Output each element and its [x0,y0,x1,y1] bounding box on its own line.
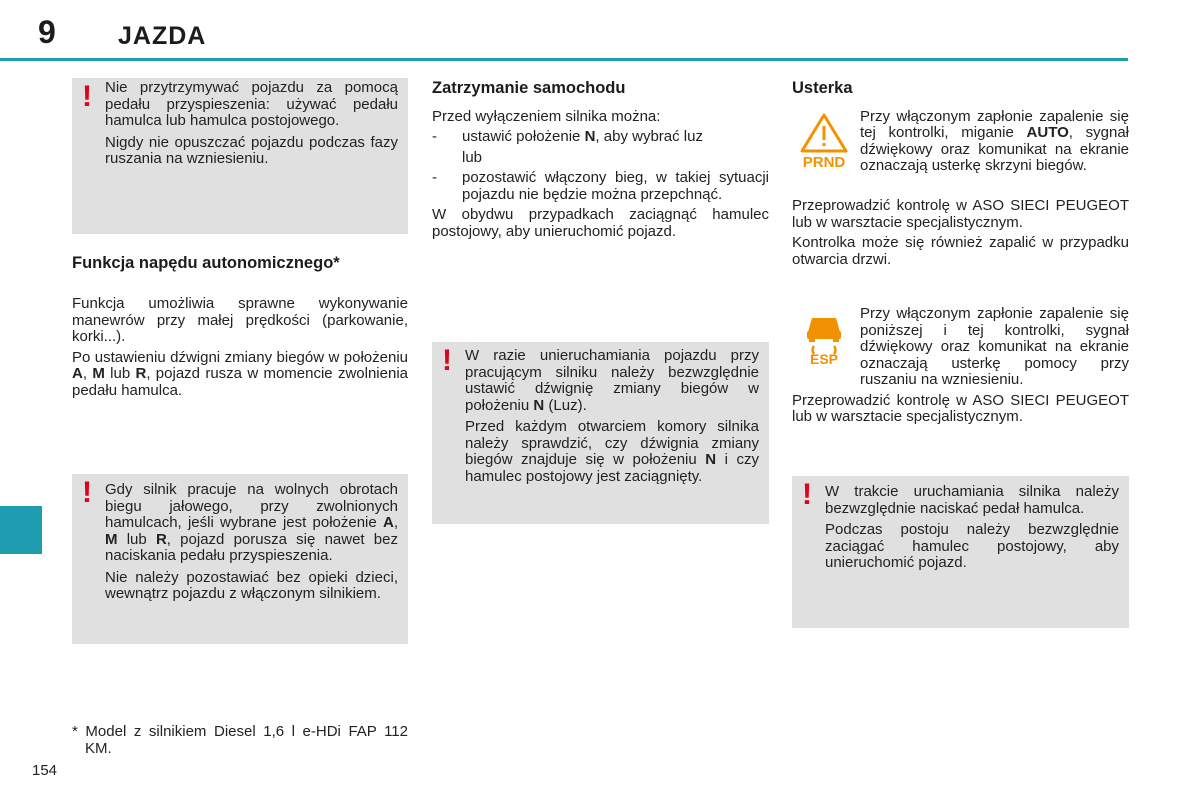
warning-text: W razie unieruchamiania pojazdu przy pracującym silniku należy bezwzględnie ustawić dźwignię zmiany biegów w położeniu N (Luz). [465,347,759,414]
warning-text: Nigdy nie opuszczać pojazdu podczas fazy ruszania na wzniesieniu. [105,133,398,167]
section-title: Funkcja napędu autonomicznego* [72,254,340,272]
chapter-title: JAZDA [118,22,207,50]
paragraph: Kontrolka może się również zapalić w przypadku otwarcia drzwi. [792,234,1129,268]
warning-text: W trakcie uruchamiania silnika należy bezwzględnie naciskać pedał hamulca. [825,483,1119,517]
option-list [432,129,769,203]
warning-text: Nie należy pozostawiać bez opieki dzieci, wewnątrz pojazdu z włączonym silnikiem. [105,568,398,602]
warning-text: Nie przytrzymywać pojazdu za pomocą pedału przyspieszenia: używać pedału hamulca lub hamulca postojowego. [105,79,398,129]
warning-box-starting-engine [792,476,1129,628]
prnd-warning-icon [796,111,852,169]
paragraph: Przy włączonym zapłonie zapalenie się tej kontrolki, miganie AUTO, sygnał dźwiękowy oraz komunikat na ekranie oznaczają usterkę skrzyni biegów. [860,107,1129,174]
prnd-label: PRND [802,153,846,169]
fault-section [792,80,1129,175]
footnote: * Model z silnikiem Diesel 1,6 l e-HDi FAP 112 KM. [72,723,408,757]
list-item-or: lub [462,148,483,166]
warning-box-hill-hold [72,78,408,234]
warning-text: Podczas postoju należy bezwzględnie zaciągać hamulec postojowy, aby unieruchomić pojazd. [825,521,1119,571]
fault-section-cont [792,198,1129,268]
esp-label: ESP [809,351,839,366]
paragraph: Przed wyłączeniem silnika można: [432,107,661,125]
paragraph: Przy włączonym zapłonie zapalenie się poniższej i tej kontrolki, sygnał dźwiękowy oraz komunikat na ekranie oznaczają usterkę pomocy przy ruszaniu na wzniesieniu. [860,305,1129,388]
header-rule [0,58,1128,61]
chapter-number: 9 [38,14,56,50]
page-number: 154 [32,762,58,779]
stopping-section [432,80,769,240]
paragraph: Przeprowadzić kontrolę w ASO SIECI PEUGEOT lub w warsztacie specjalistycznym. [792,391,1129,425]
warning-exclamation-icon: ! [442,344,452,377]
autonomous-drive-body [72,296,408,399]
warning-box-idle-creep [72,474,408,644]
esp-fault-block [792,306,1129,426]
warning-text: Przed każdym otwarciem komory silnika należy sprawdzić, czy dźwignia zmiany biegów znajduje się w położeniu N i czy hamulec postojowy jest zaciągnięty. [465,418,759,485]
esp-skid-icon [796,308,852,366]
warning-exclamation-icon: ! [82,80,92,113]
chapter-side-tab [0,506,42,554]
paragraph: Przeprowadzić kontrolę w ASO SIECI PEUGEOT lub w warsztacie specjalistycznym. [792,197,1129,231]
warning-exclamation-icon: ! [82,476,92,509]
list-item: - pozostawić włączony bieg, w takiej sytuacji pojazdu nie będzie można przepchnąć. [432,169,769,203]
warning-exclamation-icon: ! [802,478,812,511]
paragraph: Po ustawieniu dźwigni zmiany biegów w położeniu A, M lub R, pojazd rusza w momencie zwolnienia pedału hamulca. [72,348,409,399]
prnd-fault-block [792,109,1129,175]
paragraph: W obydwu przypadkach zaciągnąć hamulec postojowy, aby unieruchomić pojazd. [432,206,769,240]
warning-text: Gdy silnik pracuje na wolnych obrotach biegu jałowego, przy zwolnionych hamulcach, jeśli wybrane jest położenie A, M lub R, pojazd porusza się nawet bez naciskania pedału przyspieszenia. [105,481,398,564]
warning-box-engine-running [432,342,769,524]
autonomous-drive-section [72,255,408,272]
section-title: Usterka [792,79,853,97]
section-title: Zatrzymanie samochodu [432,79,626,97]
list-item: - ustawić położenie N, aby wybrać luz [432,128,703,145]
paragraph: Funkcja umożliwia sprawne wykonywanie manewrów przy małej prędkości (parkowanie, korki...). [72,295,408,345]
